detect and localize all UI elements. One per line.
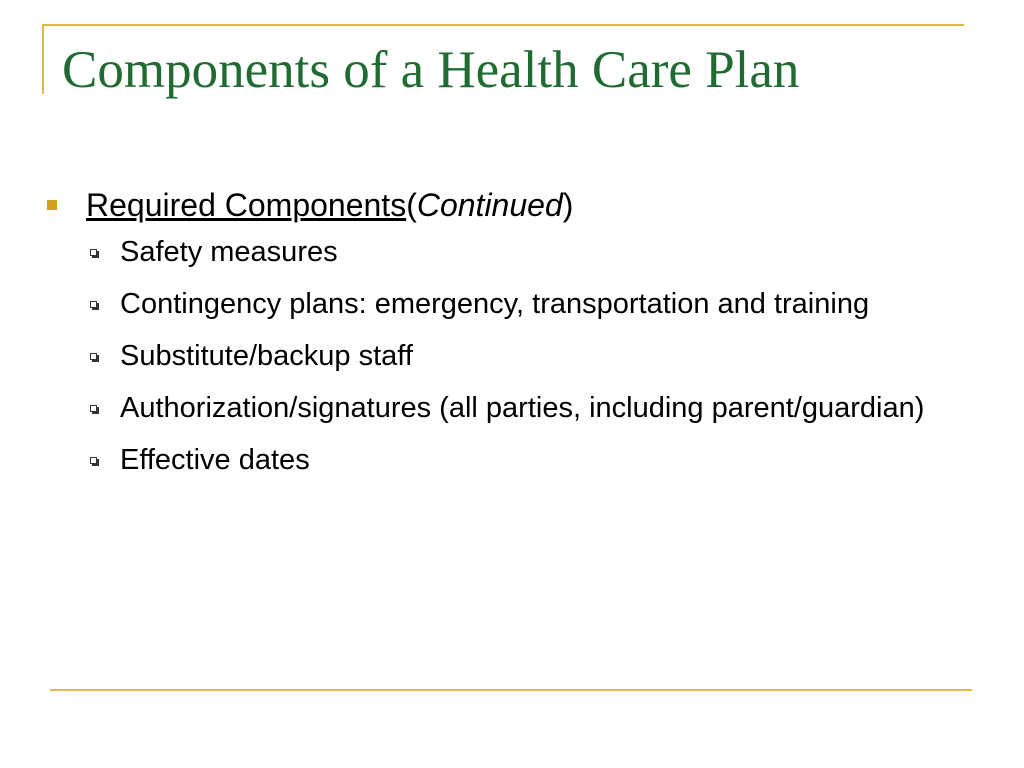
list-item-text: Effective dates — [120, 444, 310, 476]
heading-paren-close: ) — [562, 187, 574, 223]
box-bullet-icon — [90, 301, 97, 308]
list-item-text: Contingency plans: emergency, transportation and training — [120, 288, 870, 320]
list-item — [40, 282, 970, 326]
list-item — [40, 386, 970, 430]
list-item-text: Authorization/signatures (all parties, including parent/guardian) — [120, 392, 925, 424]
box-bullet-icon — [90, 457, 97, 464]
top-accent-rule — [42, 24, 964, 26]
slide-body — [40, 180, 970, 490]
square-bullet-icon — [47, 200, 57, 210]
list-item — [40, 230, 970, 274]
heading-note: Continued — [416, 187, 563, 223]
box-bullet-icon — [90, 353, 97, 360]
heading-paren-open: ( — [406, 187, 417, 223]
sub-bullet-list — [40, 230, 970, 482]
list-item-text: Safety measures — [120, 236, 338, 268]
heading-label: Required Components — [86, 187, 407, 223]
list-item — [40, 334, 970, 378]
box-bullet-icon — [90, 405, 97, 412]
bullet-heading — [40, 180, 970, 230]
box-bullet-icon — [90, 249, 97, 256]
list-item — [40, 438, 970, 482]
left-accent-rule — [42, 24, 44, 94]
slide-title: Components of a Health Care Plan — [62, 41, 800, 99]
list-item-text: Substitute/backup staff — [120, 340, 413, 372]
bottom-accent-rule — [50, 689, 972, 691]
